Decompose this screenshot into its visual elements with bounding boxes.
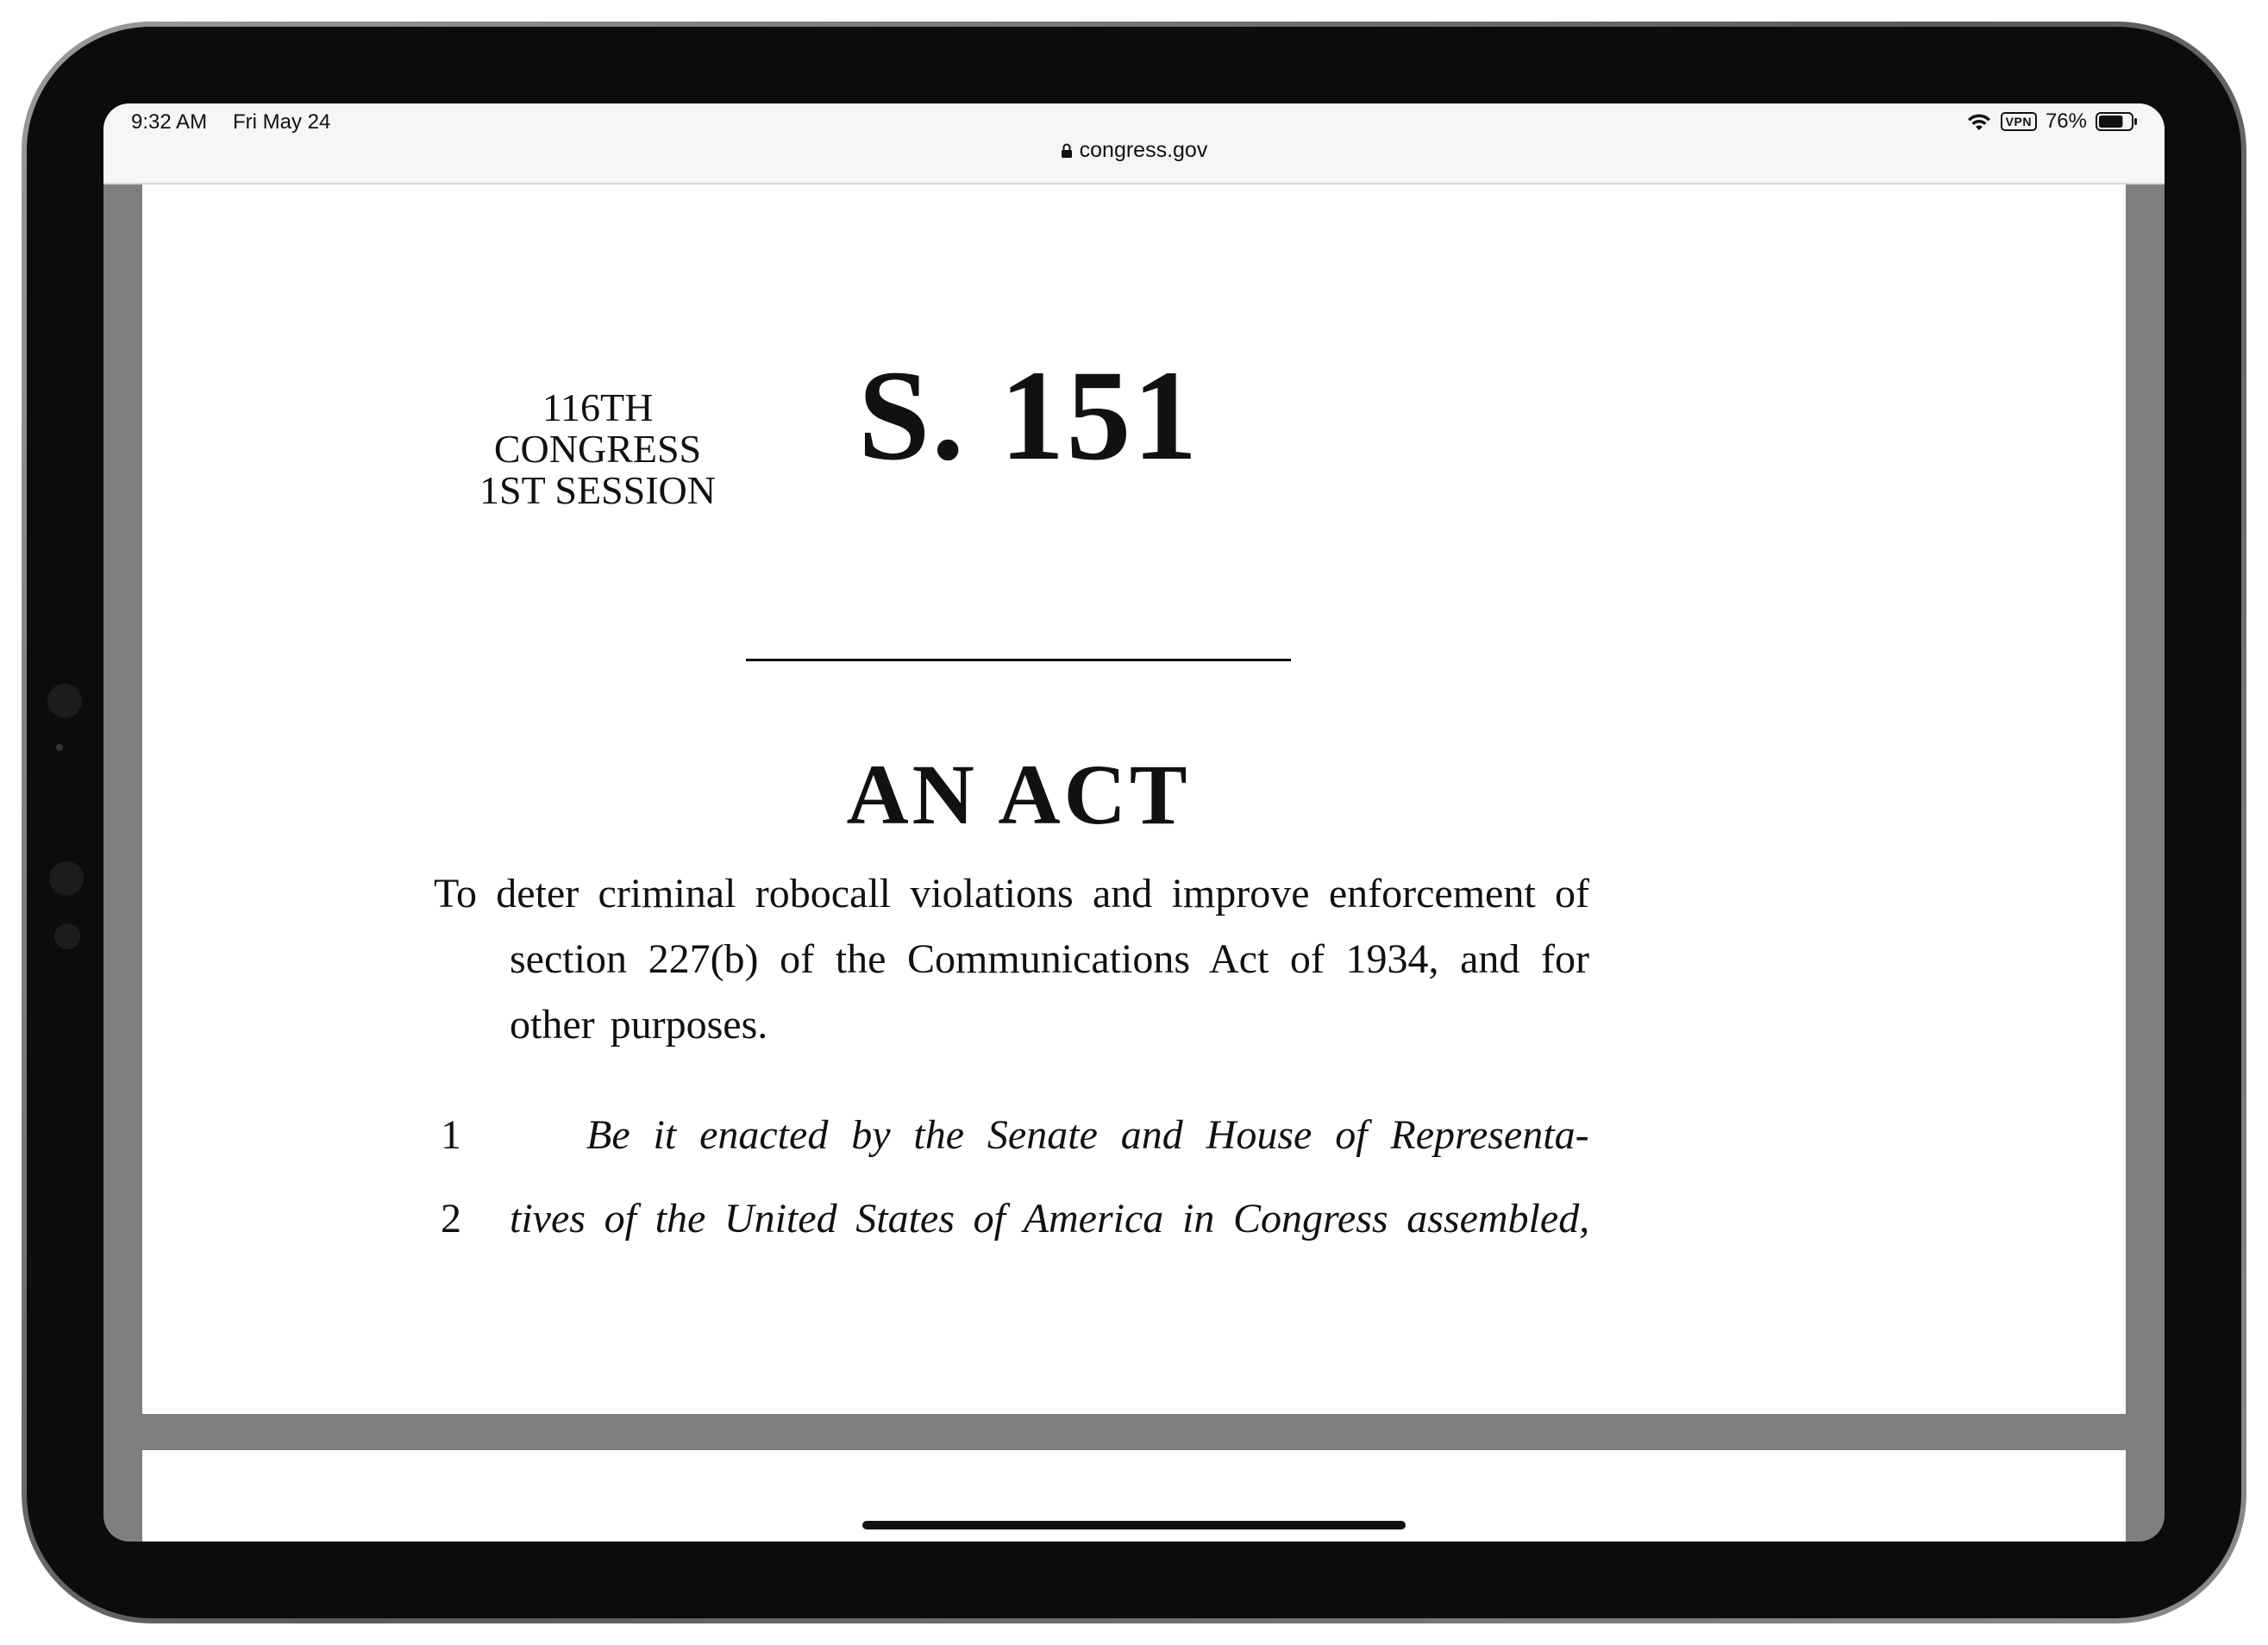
address-bar[interactable] [103,138,2165,163]
status-time: 9:32 AM [131,110,208,134]
act-heading: AN ACT [846,747,1191,842]
url-text: congress.gov [1079,138,1208,162]
bill-number: S. 151 [858,344,1200,487]
wifi-icon [1966,111,1992,132]
vpn-icon: VPN [2001,112,2037,131]
purpose-clause: To deter criminal robocall violations and improve enforcement of section 227(b) of the Communications Act of 1934, and for other purposes. [434,871,1589,1048]
session-label: 1ST SESSION [479,468,716,512]
status-indicators [1966,109,2139,134]
enacting-clause-line: Be it enacted by the Senate and House of Representa- [586,1112,1589,1158]
congress-label: 116TH CONGRESS [493,385,702,471]
screen [103,103,2165,1542]
camera-sensor [47,684,82,718]
title-rule [746,659,1291,661]
home-indicator[interactable] [862,1521,1406,1529]
status-date: Fri May 24 [233,110,331,134]
line-number: 1 [441,1112,461,1158]
camera-dot [56,744,63,751]
battery-icon [2096,111,2139,132]
status-bar [103,103,2165,185]
camera-sensor [49,861,84,896]
battery-percentage: 76% [2045,109,2087,133]
lock-icon [1061,143,1073,159]
line-number: 2 [441,1196,461,1242]
camera-sensor [54,923,80,949]
document-page [142,185,2126,1414]
enacting-clause-line: tives of the United States of America in Congress assembled, [510,1196,1590,1242]
congress-session-block [434,387,761,511]
